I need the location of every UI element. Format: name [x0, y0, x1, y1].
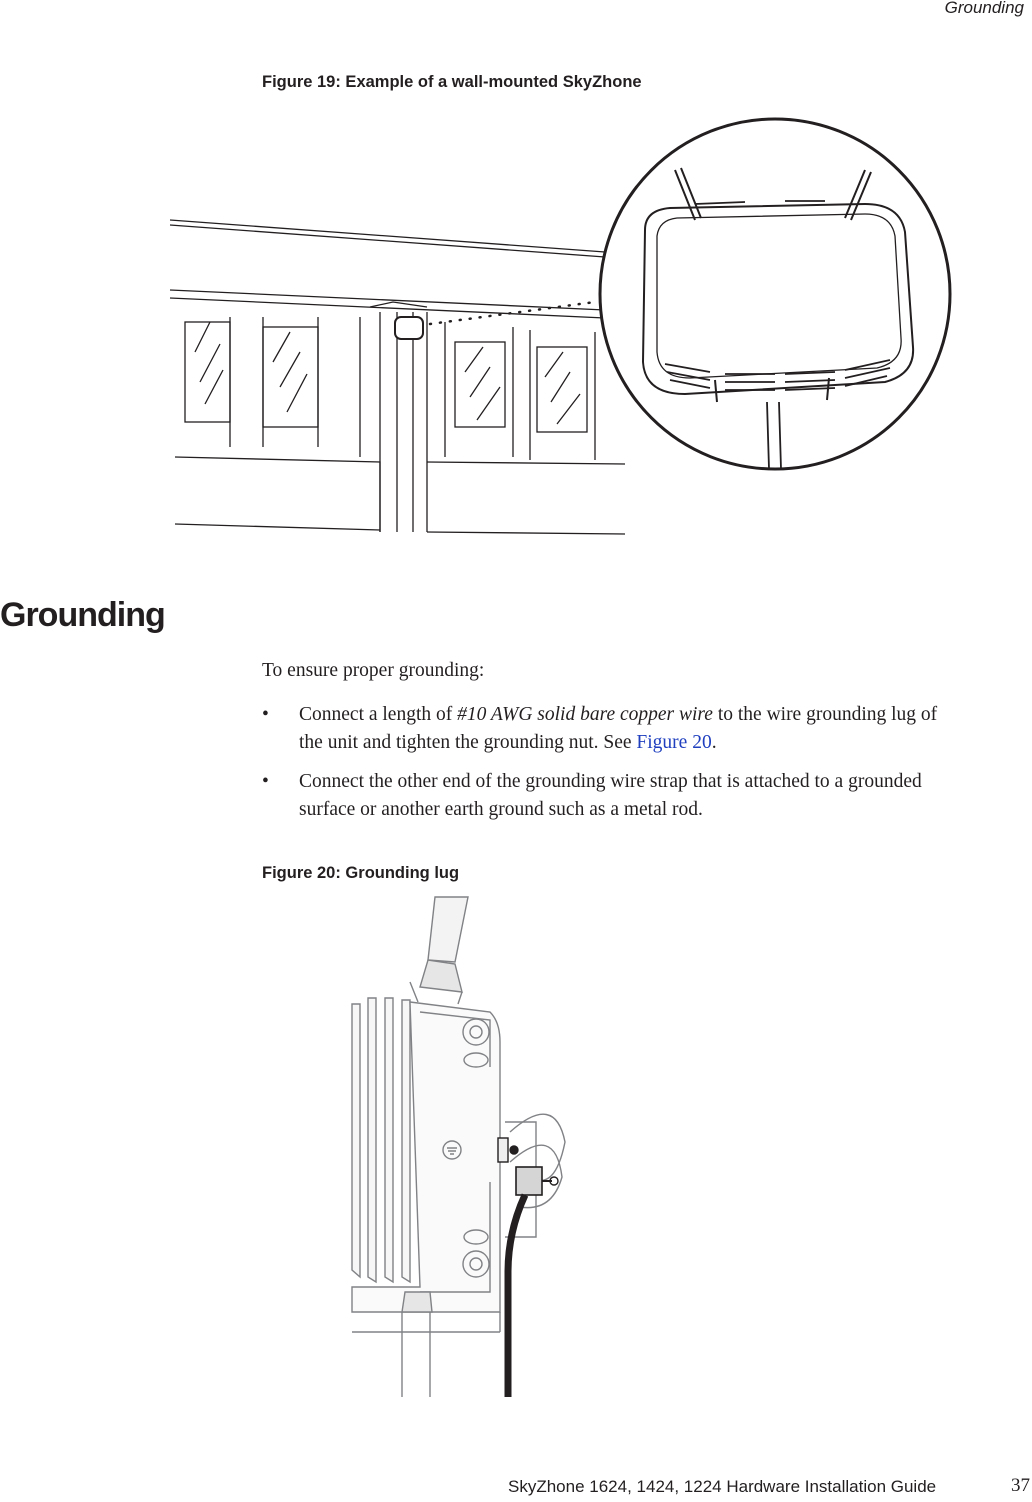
figure-20-link[interactable]: Figure 20 — [636, 732, 712, 753]
figure-20-grounding-lug-illustration — [340, 892, 580, 1402]
figure-19-wall-mounted-illustration — [165, 112, 965, 544]
running-header: Grounding — [944, 0, 1024, 17]
bullet-symbol: • — [262, 771, 269, 792]
mounted-unit — [395, 317, 423, 339]
grounding-screw — [498, 1138, 508, 1162]
bottom-cable — [402, 1292, 432, 1312]
grounding-lug — [516, 1167, 542, 1195]
bullet-text: Connect the other end of the grounding wire strap that is attached to a grounded surface or another earth ground such as a metal rod. — [299, 771, 922, 820]
building-ledge — [427, 462, 625, 534]
building-fascia-line — [170, 298, 605, 318]
bullet-text: . — [711, 732, 717, 753]
page-number: 37 — [1011, 1475, 1030, 1496]
bullet-emphasis: #10 AWG solid bare copper wire — [457, 704, 713, 725]
figure-20-caption: Figure 20: Grounding lug — [262, 864, 460, 882]
bullet-text: Connect a length of — [299, 704, 458, 725]
zoom-circle — [600, 119, 950, 469]
section-heading: Grounding — [0, 596, 165, 634]
building-ledge — [175, 457, 380, 532]
building-roof-line — [170, 225, 605, 257]
building-fascia-line — [170, 290, 605, 310]
window-right-2 — [537, 347, 587, 432]
column — [380, 312, 427, 532]
intro-paragraph: To ensure proper grounding: — [262, 660, 485, 681]
building-roof-line — [170, 220, 605, 252]
figure-19-caption: Figure 19: Example of a wall-mounted SkyZhone — [262, 73, 642, 91]
footer-guide-title: SkyZhone 1624, 1424, 1224 Hardware Installation Guide — [508, 1477, 937, 1496]
bullet-text: to the wire grounding lug of the unit and tighten the grounding nut. See — [299, 704, 938, 753]
bullet-symbol: • — [262, 704, 269, 725]
column-top — [370, 302, 427, 307]
heat-sink-fins — [352, 998, 410, 1282]
antenna-cable — [428, 897, 468, 962]
window-left-2 — [263, 327, 318, 427]
window-right-1 — [455, 342, 505, 427]
window-left-1 — [185, 322, 230, 422]
ground-wire — [508, 1195, 525, 1397]
